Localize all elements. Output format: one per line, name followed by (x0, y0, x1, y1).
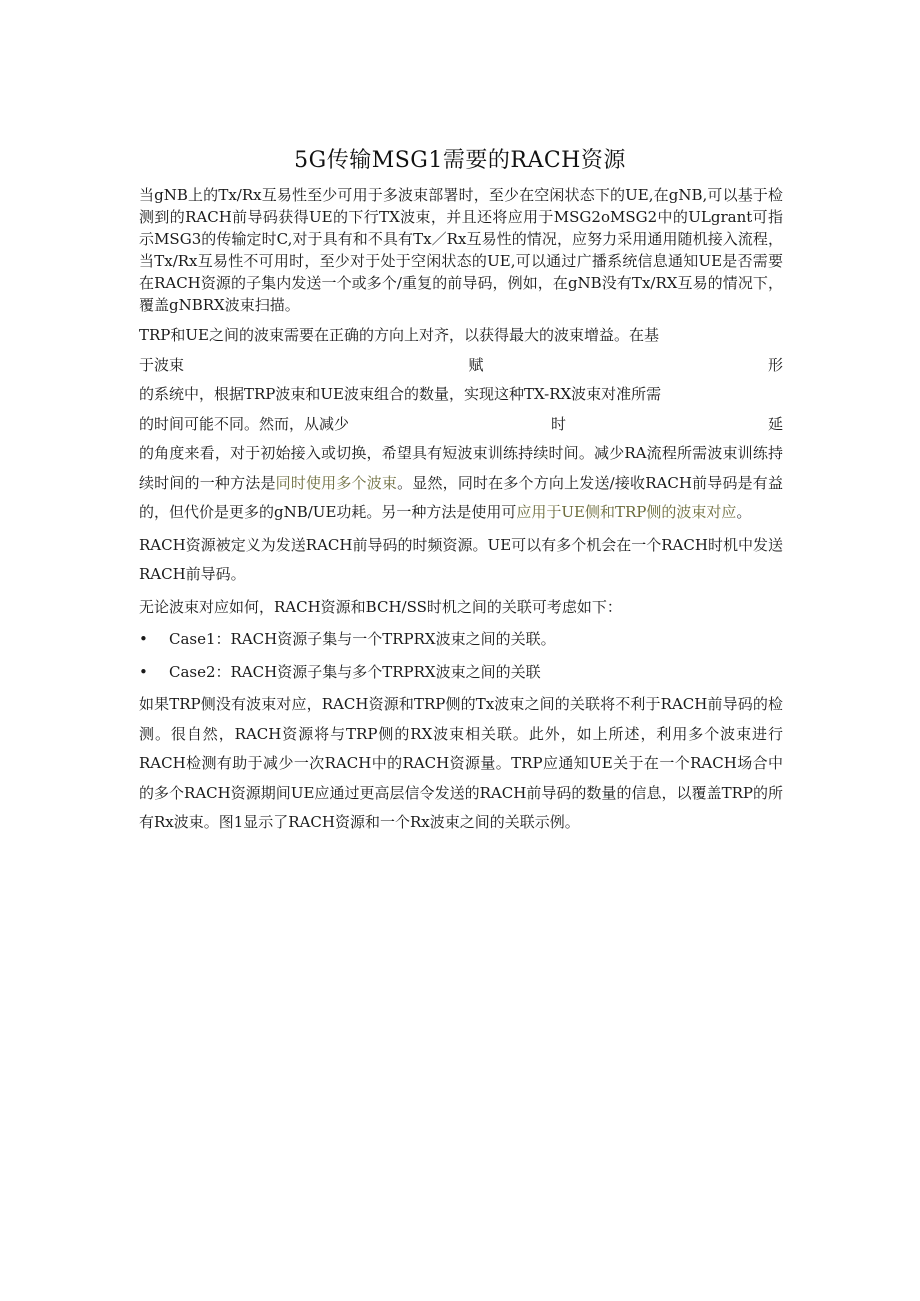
bullet-case2 (139, 658, 783, 688)
paragraph-association: 无论波束对应如何，RACH资源和BCH/SS时机之间的关联可考虑如下： (139, 597, 622, 616)
paragraph-reciprocity: 当gNB上的Tx/Rx互易性至少可用于多波束部署时，至少在空闲状态下的UE,在gNB,可以基于检测到的RACH前导码获得UE的下行TX波束，并且还将应用于MSG2oMSG2中的ULgrant可指示MSG3的传输定时C,对于具有和不具有Tx／Rx互易性的情况，应努力采用通用随机接入流程，当Tx/Rx互易性不可用时，至少对于处于空闲状态的UE,可以通过广播系统信息通知UE是否需要在RACH资源的子集内发送一个或多个/重复的前导码，例如，在gNB没有Tx/RX互易的情况下，覆盖gNBRX波束扫描。 (139, 186, 783, 314)
paragraph-rach-resource: RACH资源被定义为发送RACH前导码的时频资源。UE可以有多个机会在一个RACH时机中发送RACH前导码。 (139, 535, 783, 583)
beam-rest-a: 的角度来看，对于初始接入或切换，希望具有短波束训练持续时间。减少RA流程所需波束训练持续时间的一种方法是 (139, 444, 783, 492)
beam-line-3: 的系统中，根据TRP波束和UE波束组合的数量，实现这种TX-RX波束对准所需 (139, 385, 662, 403)
beam-rest (139, 439, 783, 528)
beam-line-4-part-1: 的时间可能不同。然而，从减少 (139, 414, 350, 433)
bullet-text: Case1：RACH资源子集与一个TRPRX波束之间的关联。 (169, 630, 556, 648)
beam-line-2-part-2: 赋 (468, 355, 484, 374)
document-body (139, 184, 783, 841)
beam-line-1: TRP和UE之间的波束需要在正确的方向上对齐，以获得最大的波束增益。在基 (139, 326, 659, 344)
beam-line-2-part-3: 形 (767, 355, 783, 374)
beam-line-4-part-2: 时 (550, 414, 566, 433)
highlight-multi-beam: 同时使用多个波束 (275, 473, 398, 492)
beam-line-2 (139, 351, 783, 381)
bullet-case1 (139, 625, 783, 655)
bullet-marker: • (139, 662, 148, 681)
beam-line-4 (139, 410, 783, 440)
beam-rest-c: 。 (736, 503, 752, 521)
paragraph-beam-alignment (139, 321, 783, 528)
beam-rest-b: 。显然，同时在多个方向上发送/接收RACH前导码是有益的，但代价是更多的gNB/UE功耗。另一种方法是使用可 (139, 473, 783, 521)
bullet-text: Case2：RACH资源子集与多个TRPRX波束之间的关联 (169, 662, 541, 681)
beam-line-2-part-1: 于波束 (139, 355, 185, 374)
beam-line-4-part-3: 延 (767, 414, 783, 433)
bullet-marker: • (139, 630, 148, 648)
paragraph-trp-correspondence: 如果TRP侧没有波束对应，RACH资源和TRP侧的Tx波束之间的关联将不利于RACH前导码的检测。很自然，RACH资源将与TRP侧的RX波束相关联。此外，如上所述，利用多个波束进行RACH检测有助于减少一次RACH中的RACH资源量。TRP应通知UE关于在一个RACH场合中的多个RACH资源期间UE应通过更高层信令发送的RACH前导码的数量的信息，以覆盖TRP的所有Rx波束。图1显示了RACH资源和一个Rx波束之间的关联示例。 (139, 695, 783, 831)
highlight-beam-correspondence: 应用于UE侧和TRP侧的波束对应 (516, 503, 737, 521)
document-title: 5G传输MSG1需要的RACH资源 (294, 148, 626, 173)
